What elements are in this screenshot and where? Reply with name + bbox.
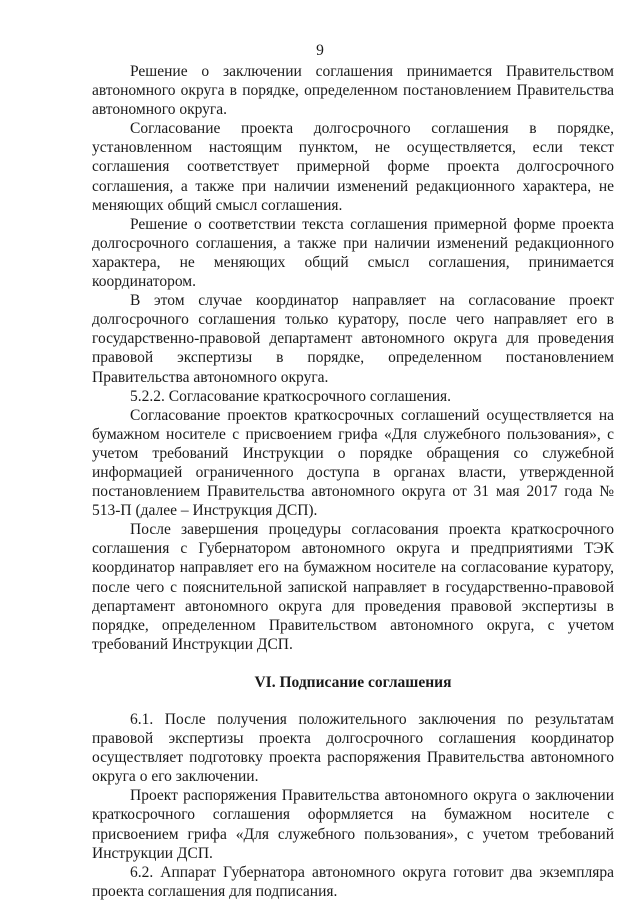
paragraph: Решение о заключении соглашения принимается Правительством автономного округа в порядке, определенном постановлением Правительства автономного округа. [92,63,614,119]
paragraph: Согласование проекта долгосрочного соглашения в порядке, установленном настоящим пунктом, не осуществляется, если текст соглашения соответствует примерной форме проекта долгосрочного соглашения, а также при наличии изменений редакционного характера, не меняющих общий смысл соглашения. [92,120,614,214]
page-number: 9 [316,42,324,59]
paragraph: Согласование проектов краткосрочных соглашений осуществляется на бумажном носителе с присвоением грифа «Для служебного пользования», с учетом требований Инструкции о порядке обращения со служебной информацией ограниченного доступа в органах власти, утвержденной постановлением Правительства автономного округа от 31 мая 2017 года № 513-П (далее – Инструкция ДСП). [92,406,614,520]
section-heading: VI. Подписание соглашения [254,673,452,691]
paragraph: В этом случае координатор направляет на согласование проект долгосрочного соглашения только куратору, после чего направляет его в государственно-правовой департамент автономного округа для проведения правовой экспертизы в порядке, определенном постановлением Правительства автономного округа. [92,292,614,386]
document-body [92,62,614,901]
paragraph: Проект распоряжения Правительства автономного округа о заключении краткосрочного соглашения оформляется на бумажном носителе с присвоением грифа «Для служебного пользования», с учетом требований Инструкции ДСП. [92,787,614,862]
paragraph: 6.2. Аппарат Губернатора автономного округа готовит два экземпляра проекта соглашения для подписания. [92,863,614,900]
paragraph: 6.1. После получения положительного заключения по результатам правовой экспертизы проекта долгосрочного соглашения координатор осуществляет подготовку проекта распоряжения Правительства автономного округа о его заключении. [92,711,614,786]
subsection-title: 5.2.2. Согласование краткосрочного соглашения. [130,387,452,405]
paragraph: После завершения процедуры согласования проекта краткосрочного соглашения с Губернатором автономного округа и предприятиями ТЭК координатор направляет его на бумажном носителе на согласование куратору, после чего с пояснительной запиской направляет в государственно-правовой департамент автономного округа для проведения правовой экспертизы в порядке, определенном Правительством автономного округа, с учетом требований Инструкции ДСП. [92,521,614,653]
paragraph: Решение о соответствии текста соглашения примерной форме проекта долгосрочного соглашения, а также при наличии изменений редакционного характера, не меняющих общий смысл соглашения, принимается координатором. [92,215,614,291]
